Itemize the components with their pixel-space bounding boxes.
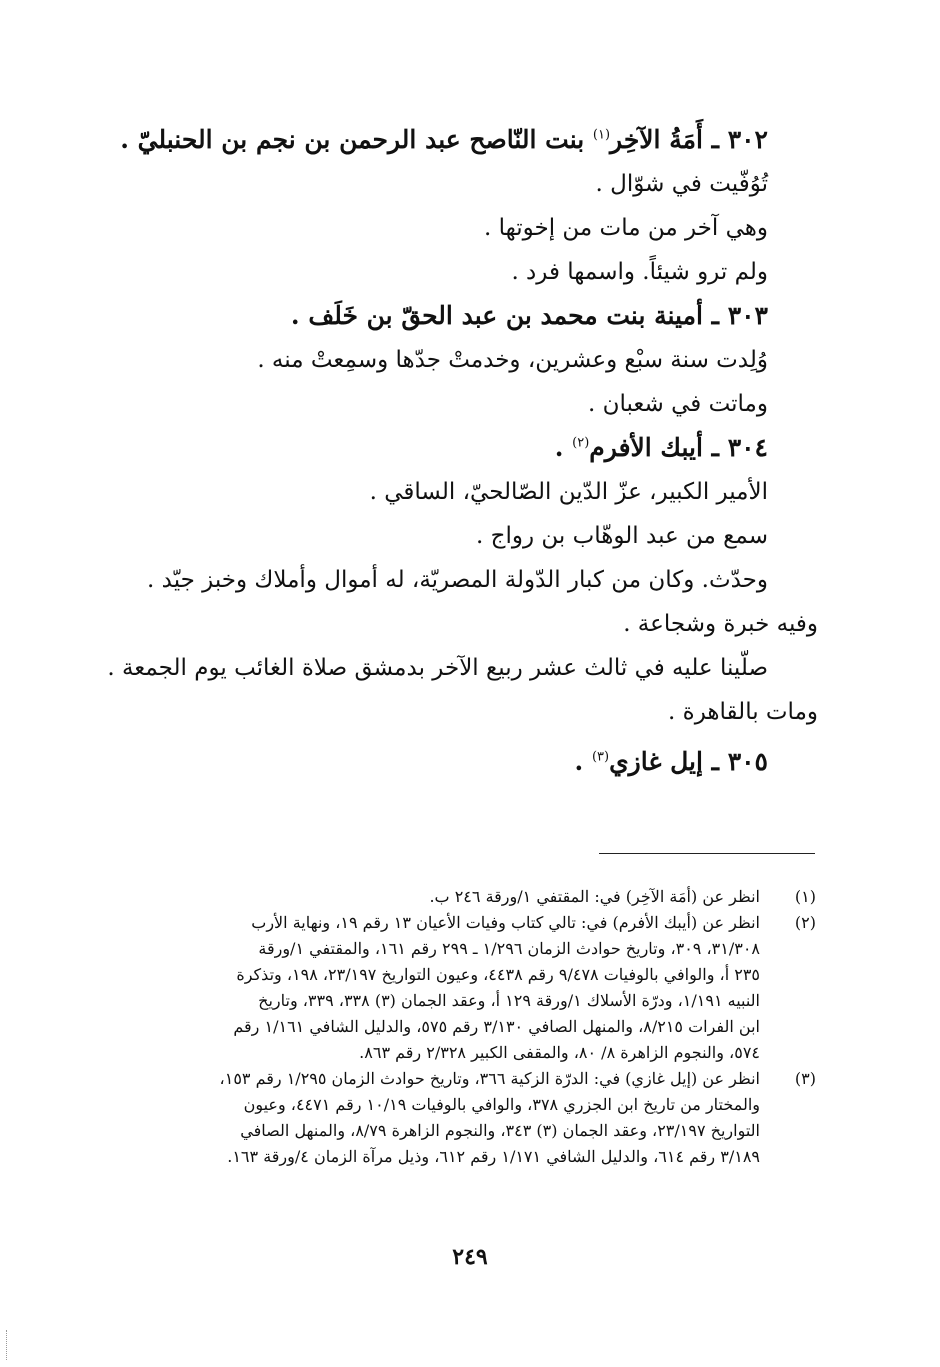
entry-line: الأمير الكبير، عزّ الدّين الصّالحيّ، الساقي . bbox=[369, 479, 768, 505]
footnote-line: انظر عن (أيبك الأفرم) في: تالي كتاب وفيات الأعيان ١٣ رقم ١٩، ونهاية الأرب bbox=[251, 913, 760, 932]
entry-number: ٣٠٣ ـ bbox=[711, 301, 768, 330]
entry-line: وماتت في شعبان . bbox=[587, 391, 768, 417]
entry-title-rest: . bbox=[574, 747, 592, 776]
entry-line: تُوُفّيت في شوّال . bbox=[595, 171, 768, 197]
entry-heading-305 bbox=[96, 740, 818, 784]
entry-heading-303 bbox=[96, 294, 818, 338]
entry-heading-302 bbox=[96, 118, 818, 162]
footnote-2 bbox=[94, 910, 816, 1066]
footnote-line: ٣/١٨٩ رقم ٦١٤، والدليل الشافي ١/١٧١ رقم ٦١٢، وذيل مرآة الزمان ٤/ورقة ١٦٣. bbox=[227, 1147, 760, 1166]
entry-heading-304 bbox=[96, 426, 818, 470]
entry-line: وحدّث. وكان من كبار الدّولة المصريّة، له أموال وأملاك وخبز جيّد . bbox=[147, 567, 768, 593]
footnote-line: انظر عن (إيل غازي) في: الدرّة الزكية ٣٦٦، وتاريخ حوادث الزمان ١/٢٩٥ رقم ١٥٣، bbox=[219, 1069, 760, 1088]
footnote-line: التواريخ ٢٣/١٩٧، وعقد الجمان (٣) ٣٤٣، والنجوم الزاهرة ٨/٧٩، والمنهل الصافي bbox=[240, 1121, 760, 1140]
footnote-line: ٢٣٥ أ، والوافي بالوفيات ٩/٤٧٨ رقم ٤٤٣٨، وعيون التواريخ ٢٣/١٩٧، ١٩٨، وتذكرة bbox=[236, 965, 760, 984]
footnote-line: ابن الفرات ٨/٢١٥، والمنهل الصافي ٣/١٣٠ رقم ٥٧٥، والدليل الشافي ١/١٦١ رقم bbox=[233, 1017, 760, 1036]
entry-number: ٣٠٥ ـ bbox=[711, 747, 768, 776]
entry-title: إيل غازي bbox=[609, 747, 703, 776]
entry-line: وُلِدت سنة سبْع وعشرين، وخدمتْ جدّها وسمِعتْ منه . bbox=[257, 347, 768, 373]
entry-line: سمع من عبد الوهّاب بن رواج . bbox=[476, 523, 768, 549]
footnote-number: (١) bbox=[794, 887, 816, 906]
footnote-line: ٣١/٣٠٨، ٣٠٩، وتاريخ حوادث الزمان ١/٢٩٦ ـ ٢٩٩ رقم ١٦١، والمقتفي ١/ورقة bbox=[258, 939, 760, 958]
footnote-line: النبيه ١/١٩١، ودرّة الأسلاك ١/ورقة ١٢٩ أ، وعقد الجمان (٣) ٣٣٨، ٣٣٩، وتاريخ bbox=[258, 991, 760, 1010]
entry-line: صلّينا عليه في ثالث عشر ربيع الآخر بدمشق صلاة الغائب يوم الجمعة . bbox=[107, 655, 768, 681]
entry-line: وهي آخر من مات من إخوتها . bbox=[483, 215, 768, 241]
entry-line: وفيه خبرة وشجاعة . bbox=[623, 611, 818, 637]
entry-title: أمينة بنت محمد بن عبد الحقّ بن خَلَف . bbox=[290, 301, 703, 330]
footnote-ref: (١) bbox=[592, 127, 611, 143]
footnote-line: انظر عن (أمَة الآخِر) في: المقتفي ١/ورقة ٢٤٦ ب. bbox=[429, 887, 760, 906]
footnote-ref: (٣) bbox=[591, 749, 610, 765]
footnote-3 bbox=[94, 1066, 816, 1170]
entry-title: أيبك الأفرم bbox=[589, 433, 703, 462]
entry-number: ٣٠٤ ـ bbox=[711, 433, 768, 462]
footnote-separator bbox=[599, 853, 815, 854]
footnotes bbox=[94, 884, 816, 1170]
scan-artifact bbox=[6, 1330, 9, 1360]
footnote-line: والمختار من تاريخ ابن الجزري ٣٧٨، والوافي بالوفيات ١٠/١٩ رقم ٤٤٧١، وعيون bbox=[243, 1095, 760, 1114]
footnote-ref: (٢) bbox=[572, 435, 590, 451]
entry-line: ولم ترو شيئاً. واسمها فرد . bbox=[511, 259, 768, 285]
main-text bbox=[96, 118, 818, 784]
footnote-number: (٣) bbox=[794, 1069, 816, 1088]
footnote-line: ٥٧٤، والنجوم الزاهرة ٨/ ٨٠، والمقفى الكبير ٢/٣٢٨ رقم ٨٦٣. bbox=[359, 1043, 760, 1062]
entry-line: ومات بالقاهرة . bbox=[668, 699, 818, 725]
footnote-1 bbox=[94, 884, 816, 910]
entry-title: أَمَةُ الآخِر bbox=[610, 125, 703, 154]
footnote-number: (٢) bbox=[794, 913, 816, 932]
page-number: ٢٤٩ bbox=[452, 1244, 488, 1270]
entry-number: ٣٠٢ ـ bbox=[711, 125, 768, 154]
entry-title-rest: بنت النّاصح عبد الرحمن بن نجم بن الحنبليّ . bbox=[120, 125, 593, 154]
entry-title-rest: . bbox=[554, 433, 573, 462]
